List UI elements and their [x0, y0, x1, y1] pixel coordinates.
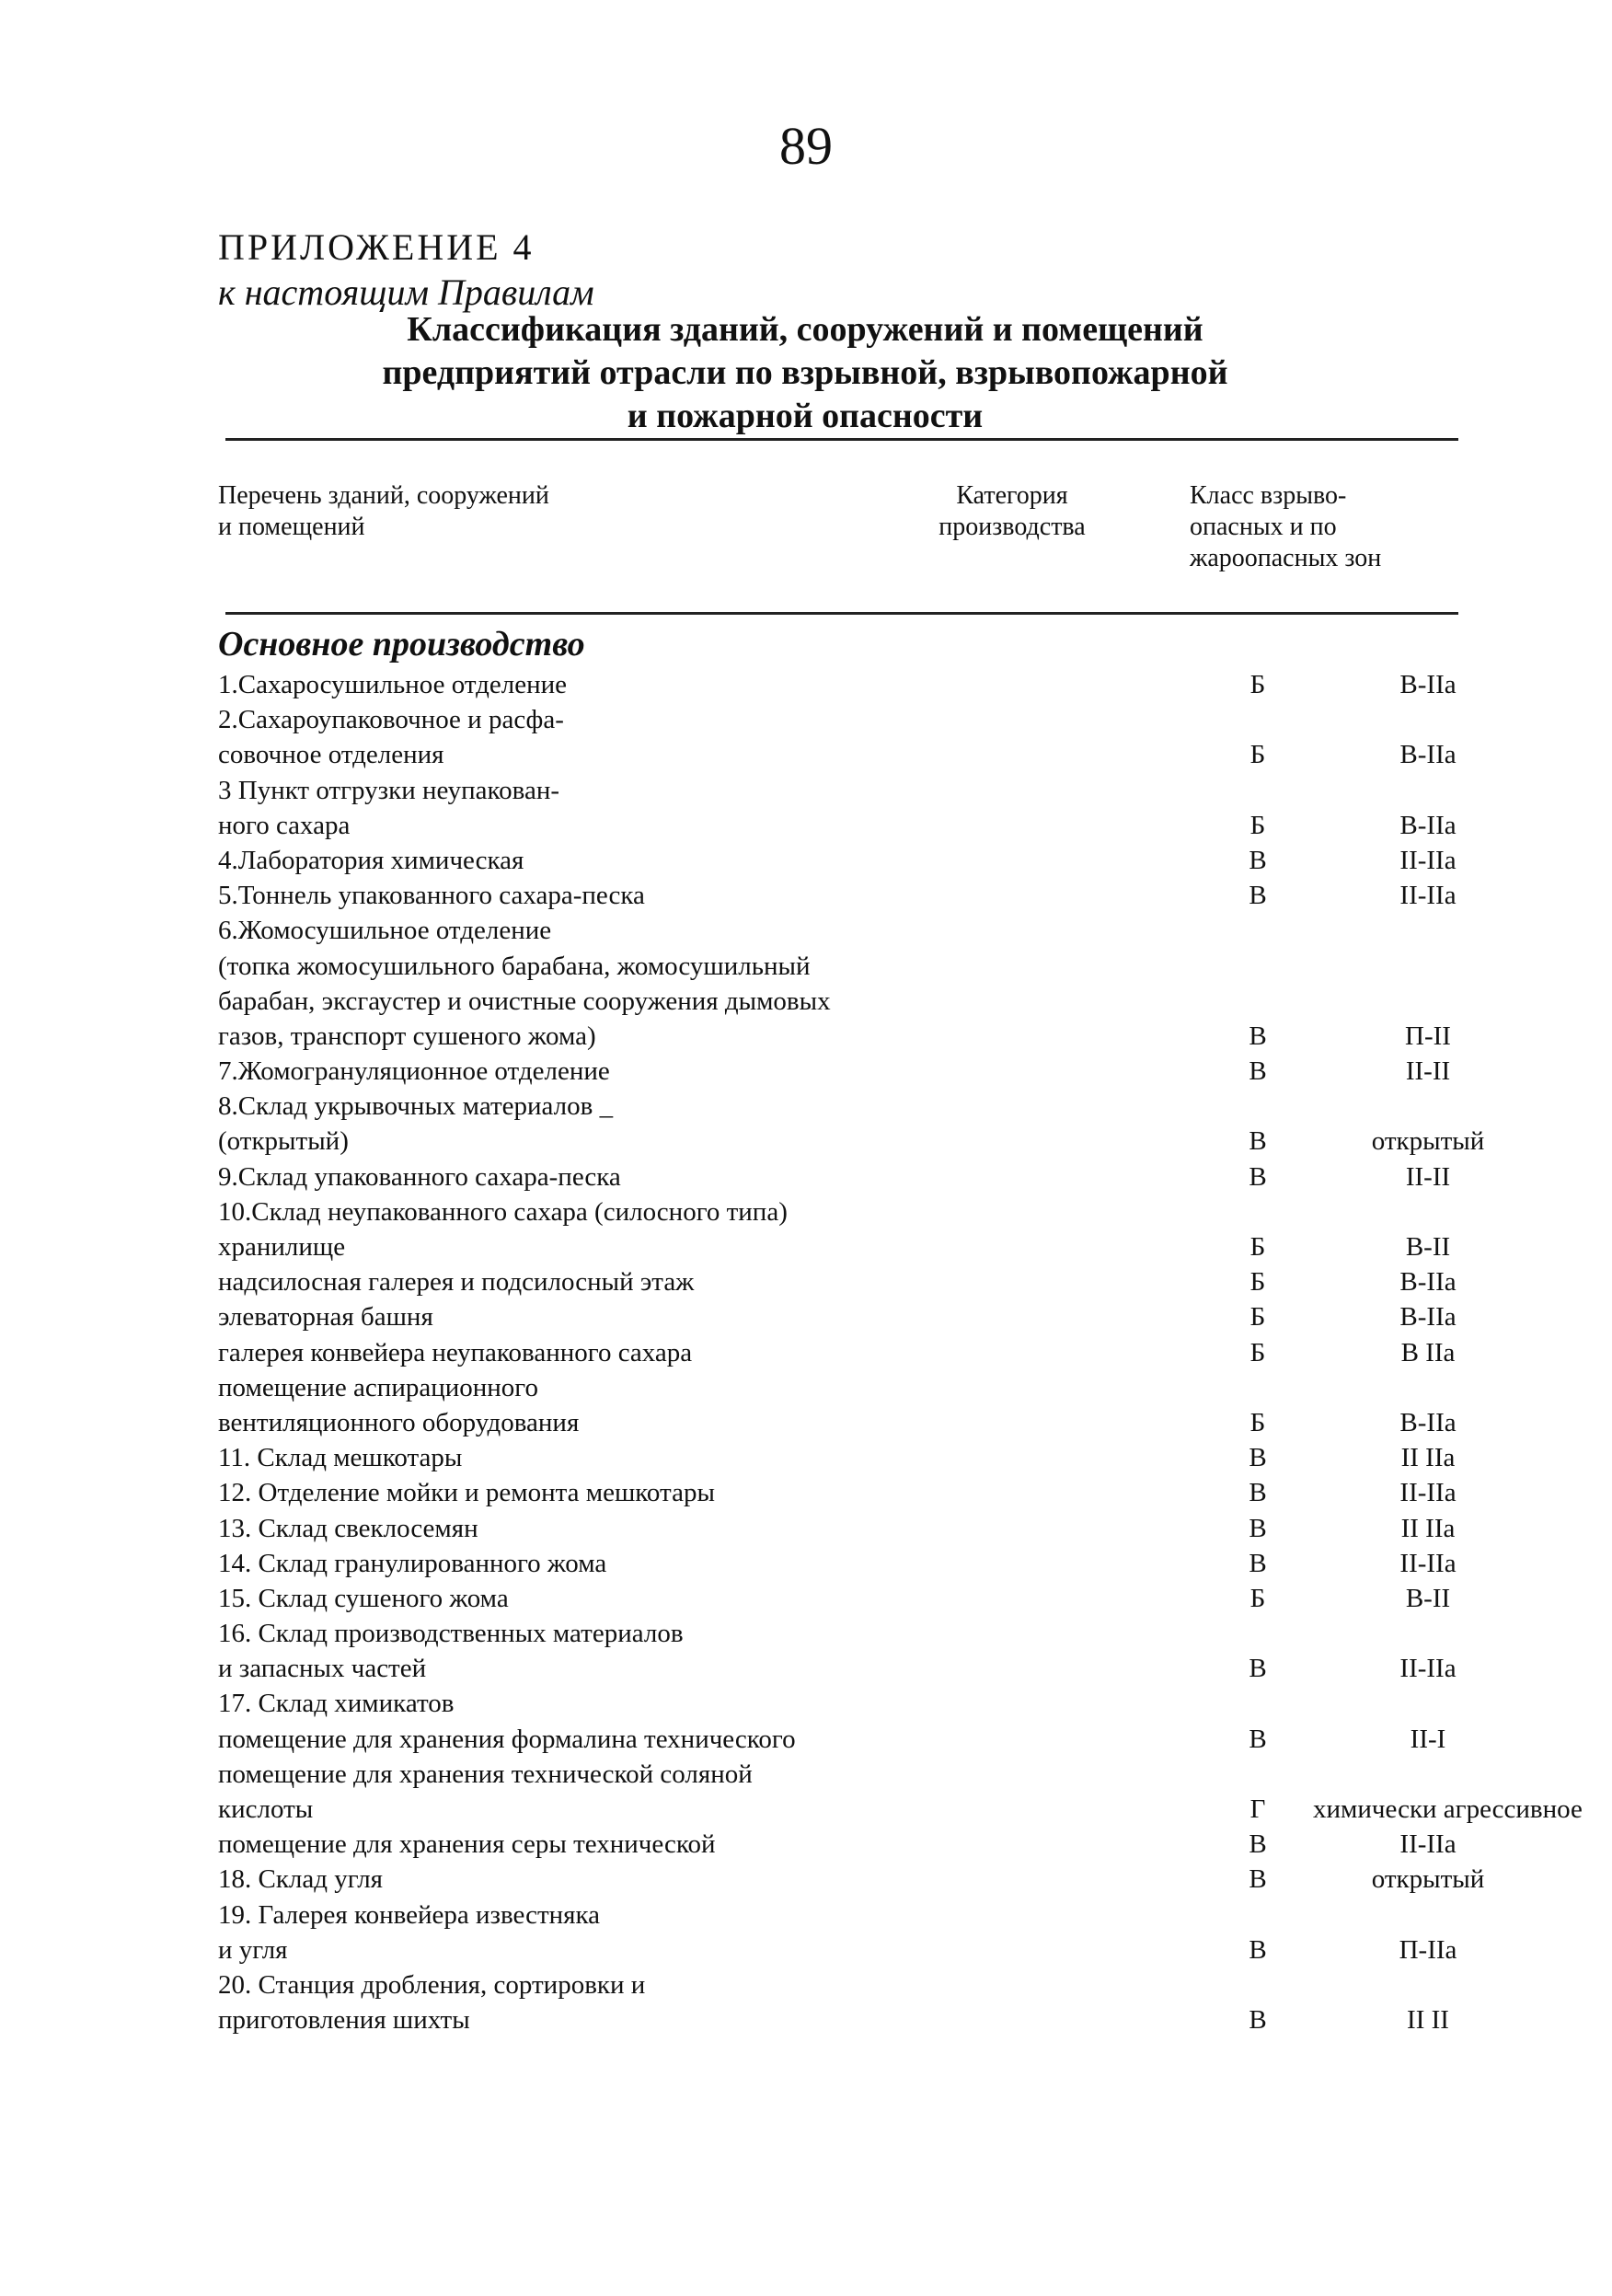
- classification-table: [218, 667, 1583, 2037]
- row-class: II-II: [1405, 1056, 1451, 1087]
- row-class: II-IIа: [1399, 881, 1457, 911]
- column-header-category: Категория производства: [938, 481, 1086, 541]
- table-row: [218, 808, 1488, 843]
- row-category: В: [1249, 1161, 1267, 1192]
- row-category: Б: [1249, 740, 1266, 770]
- section-heading: Основное производство: [218, 625, 585, 663]
- page-number: 89: [779, 116, 833, 176]
- table-row: [218, 1335, 1488, 1370]
- table-row: [218, 949, 1488, 984]
- table-row: [218, 1651, 1488, 1686]
- row-name: 6.Жомосушильное отделение: [218, 916, 552, 946]
- table-row: [218, 913, 1488, 948]
- row-category: Б: [1249, 1232, 1266, 1262]
- row-class: II-IIа: [1399, 1654, 1457, 1684]
- row-name: элеваторная башня: [218, 1302, 433, 1333]
- row-category: В: [1249, 2005, 1267, 2036]
- table-row: [218, 1967, 1488, 2002]
- row-class: П-II: [1405, 1021, 1451, 1051]
- row-name: вентиляционного оборудования: [218, 1407, 580, 1437]
- row-name: 1.Сахаросушильное отделение: [218, 670, 567, 699]
- row-category: В: [1249, 1056, 1267, 1087]
- table-row: [218, 1089, 1488, 1124]
- row-category: Б: [1249, 1337, 1266, 1367]
- row-name: (топка жомосушильного барабана, жомосушильный: [218, 951, 811, 981]
- table-row: [218, 737, 1488, 772]
- row-class: В-IIа: [1399, 1267, 1457, 1298]
- row-name: помещение для хранения формалина технического: [218, 1724, 796, 1754]
- table-row: [218, 1160, 1488, 1194]
- row-name: и угля: [218, 1934, 288, 1965]
- row-name: барабан, эксгаустер и очистные сооружения дымовых: [218, 986, 831, 1016]
- row-name: 12. Отделение мойки и ремонта мешкотары: [218, 1478, 715, 1508]
- row-category: В: [1249, 1829, 1267, 1860]
- table-row: [218, 1264, 1488, 1299]
- table-row: [218, 667, 1488, 702]
- row-category: В: [1249, 1443, 1267, 1473]
- row-class: П-IIа: [1399, 1934, 1457, 1965]
- row-category: В: [1249, 1478, 1267, 1508]
- table-row: [218, 1475, 1488, 1510]
- row-class: В-IIа: [1399, 670, 1457, 699]
- row-name: (открытый): [218, 1126, 349, 1157]
- table-row: [218, 1933, 1488, 1967]
- row-name: 14. Склад гранулированного жома: [218, 1548, 607, 1578]
- table-row: [218, 843, 1488, 878]
- row-name: 4.Лаборатория химическая: [218, 845, 524, 875]
- table-row: [218, 702, 1488, 737]
- row-category: В: [1249, 1864, 1267, 1895]
- row-name: 20. Станция дробления, сортировки и: [218, 1969, 646, 2000]
- row-class: открытый: [1371, 1126, 1485, 1157]
- row-class: В-IIа: [1399, 1302, 1457, 1333]
- row-class: II IIа: [1400, 1513, 1456, 1543]
- table-row: [218, 1686, 1488, 1721]
- table-row: [218, 1440, 1488, 1475]
- row-category: В: [1249, 1513, 1267, 1543]
- row-name: помещение для хранения серы технической: [218, 1829, 716, 1860]
- row-name: 10.Склад неупакованного сахара (силосного типа): [218, 1196, 788, 1227]
- row-name: 5.Тоннель упакованного сахара-песка: [218, 881, 645, 911]
- row-name: 13. Склад свеклосемян: [218, 1513, 478, 1543]
- title-line: предприятий отрасли по взрывной, взрывопожарной: [382, 353, 1228, 392]
- row-category: Б: [1249, 1407, 1266, 1437]
- row-category: Г: [1249, 1794, 1266, 1824]
- row-name: галерея конвейера неупакованного сахара: [218, 1337, 693, 1367]
- table-row: [218, 1792, 1583, 1827]
- table-row: [218, 1194, 1488, 1229]
- row-name: 2.Сахароупаковочное и расфа-: [218, 705, 564, 735]
- table-row: [218, 1722, 1488, 1757]
- table-row: [218, 1299, 1488, 1334]
- row-name: 18. Склад угля: [218, 1864, 384, 1895]
- table-row: [218, 2002, 1488, 2037]
- row-name: 19. Галерея конвейера известняка: [218, 1899, 601, 1930]
- title-line: Классификация зданий, сооружений и помещений: [407, 310, 1203, 349]
- row-class: В-IIа: [1399, 810, 1457, 840]
- top-rule: [225, 438, 1458, 441]
- row-category: В: [1249, 1934, 1267, 1965]
- row-name: газов, транспорт сушеного жома): [218, 1021, 596, 1051]
- table-row: [218, 1019, 1488, 1054]
- table-row: [218, 1862, 1488, 1897]
- column-header-names: Перечень зданий, сооружений и помещений: [218, 481, 549, 541]
- table-row: [218, 1511, 1488, 1546]
- row-class: II-II: [1405, 1161, 1451, 1192]
- row-name: хранилище: [218, 1232, 346, 1262]
- table-row: [218, 1370, 1488, 1405]
- row-class: В-II: [1405, 1232, 1451, 1262]
- row-name: 8.Склад укрывочных материалов _: [218, 1091, 614, 1122]
- header-rule: [225, 612, 1458, 615]
- table-row: [218, 1229, 1488, 1264]
- row-category: В: [1249, 845, 1267, 875]
- row-name: приготовления шихты: [218, 2005, 470, 2036]
- row-category: В: [1249, 1654, 1267, 1684]
- row-name: надсилосная галерея и подсилосный этаж: [218, 1267, 695, 1298]
- row-class: В-IIа: [1399, 740, 1457, 770]
- row-name: 15. Склад сушеного жома: [218, 1583, 509, 1613]
- table-row: [218, 1124, 1488, 1159]
- table-row: [218, 1546, 1488, 1581]
- row-class: II II: [1407, 2005, 1449, 2036]
- title-line: и пожарной опасности: [627, 397, 984, 435]
- row-name: 16. Склад производственных материалов: [218, 1619, 684, 1649]
- row-class: II-IIа: [1399, 1829, 1457, 1860]
- row-class: II-I: [1410, 1724, 1446, 1754]
- row-class: В-II: [1405, 1583, 1451, 1613]
- row-category: Б: [1249, 1302, 1266, 1333]
- row-class: химически агрессивное: [1313, 1794, 1583, 1824]
- row-name: кислоты: [218, 1794, 314, 1824]
- row-category: Б: [1249, 1583, 1266, 1613]
- table-row: [218, 1054, 1488, 1089]
- table-row: [218, 1581, 1488, 1616]
- table-row: [218, 878, 1488, 913]
- table-row: [218, 1827, 1488, 1862]
- row-category: Б: [1249, 1267, 1266, 1298]
- row-name: 3 Пункт отгрузки неупакован-: [218, 775, 559, 805]
- row-name: помещение аспирационного: [218, 1372, 538, 1402]
- row-category: В: [1249, 1126, 1267, 1157]
- row-class: В IIа: [1400, 1337, 1456, 1367]
- row-category: В: [1249, 881, 1267, 911]
- table-row: [218, 984, 1488, 1019]
- row-name: и запасных частей: [218, 1654, 427, 1684]
- row-name: 9.Склад упакованного сахара-песка: [218, 1161, 621, 1192]
- table-row: [218, 1616, 1488, 1651]
- row-class: открытый: [1371, 1864, 1485, 1895]
- row-category: В: [1249, 1021, 1267, 1051]
- document-title: [239, 308, 1371, 438]
- row-class: II-IIа: [1399, 1548, 1457, 1578]
- row-class: В-IIа: [1399, 1407, 1457, 1437]
- row-class: II IIа: [1400, 1443, 1456, 1473]
- table-row: [218, 773, 1488, 808]
- table-row: [218, 1757, 1488, 1792]
- row-name: 17. Склад химикатов: [218, 1689, 455, 1719]
- row-class: II-IIа: [1399, 845, 1457, 875]
- column-header-class: Класс взрыво- опасных и по жароопасных зон: [1190, 481, 1382, 572]
- row-name: ного сахара: [218, 810, 351, 840]
- appendix-heading: ПРИЛОЖЕНИЕ 4: [218, 226, 535, 268]
- row-category: В: [1249, 1548, 1267, 1578]
- appendix-subheading: к настоящим Правилам: [218, 271, 594, 313]
- row-class: II-IIа: [1399, 1478, 1457, 1508]
- row-category: В: [1249, 1724, 1267, 1754]
- table-row: [218, 1405, 1488, 1440]
- table-row: [218, 1898, 1488, 1933]
- row-name: 7.Жомогрануляционное отделение: [218, 1056, 610, 1087]
- row-name: помещение для хранения технической соляной: [218, 1759, 753, 1789]
- row-category: Б: [1249, 810, 1266, 840]
- row-name: совочное отделения: [218, 740, 444, 770]
- row-category: Б: [1249, 670, 1266, 699]
- row-name: 11. Склад мешкотары: [218, 1443, 463, 1473]
